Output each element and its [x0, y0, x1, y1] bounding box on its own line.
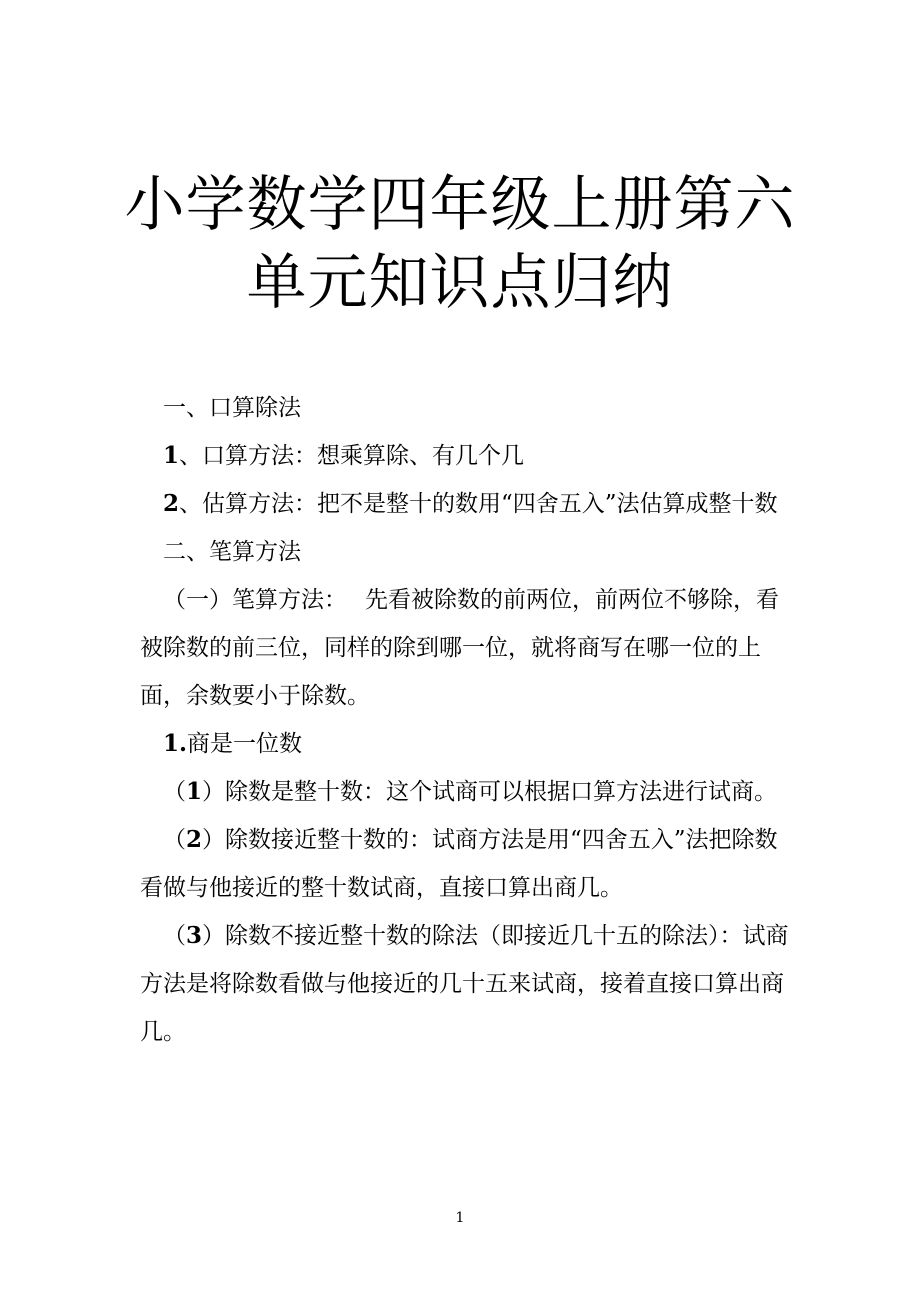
document-title	[100, 166, 820, 322]
page-number: 1	[455, 1210, 465, 1226]
paragraph-oral-method: 1、口算方法：想乘算除、有几个几	[163, 442, 525, 469]
title-line-2: 单元知识点归纳	[246, 248, 674, 318]
paragraph-case-1: （1）除数是整十数：这个试商可以根据口算方法进行试商。	[163, 778, 778, 805]
section-heading-oral-division: 一、口算除法	[163, 395, 301, 421]
paragraph-estimation-method: 2、估算方法：把不是整十的数用“四舍五入”法估算成整十数	[163, 490, 778, 517]
document-body	[140, 384, 790, 1056]
subheading-single-digit-quotient: 1.商是一位数	[163, 730, 303, 757]
paragraph-case-3: （3）除数不接近整十数的除法（即接近几十五的除法）：试商方法是将除数看做与他接近的几十五来试商，接着直接口算出商几。	[140, 922, 789, 1045]
paragraph-written-method: （一）笔算方法： 先看被除数的前两位，前两位不够除，看被除数的前三位，同样的除到哪一位，就将商写在哪一位的上面，余数要小于除数。	[140, 587, 779, 709]
section-heading-written-method: 二、笔算方法	[163, 539, 301, 565]
paragraph-case-2: （2）除数接近整十数的：试商方法是用“四舍五入”法把除数看做与他接近的整十数试商，直接口算出商几。	[140, 826, 778, 901]
title-line-1: 小学数学四年级上册第六	[124, 170, 796, 240]
